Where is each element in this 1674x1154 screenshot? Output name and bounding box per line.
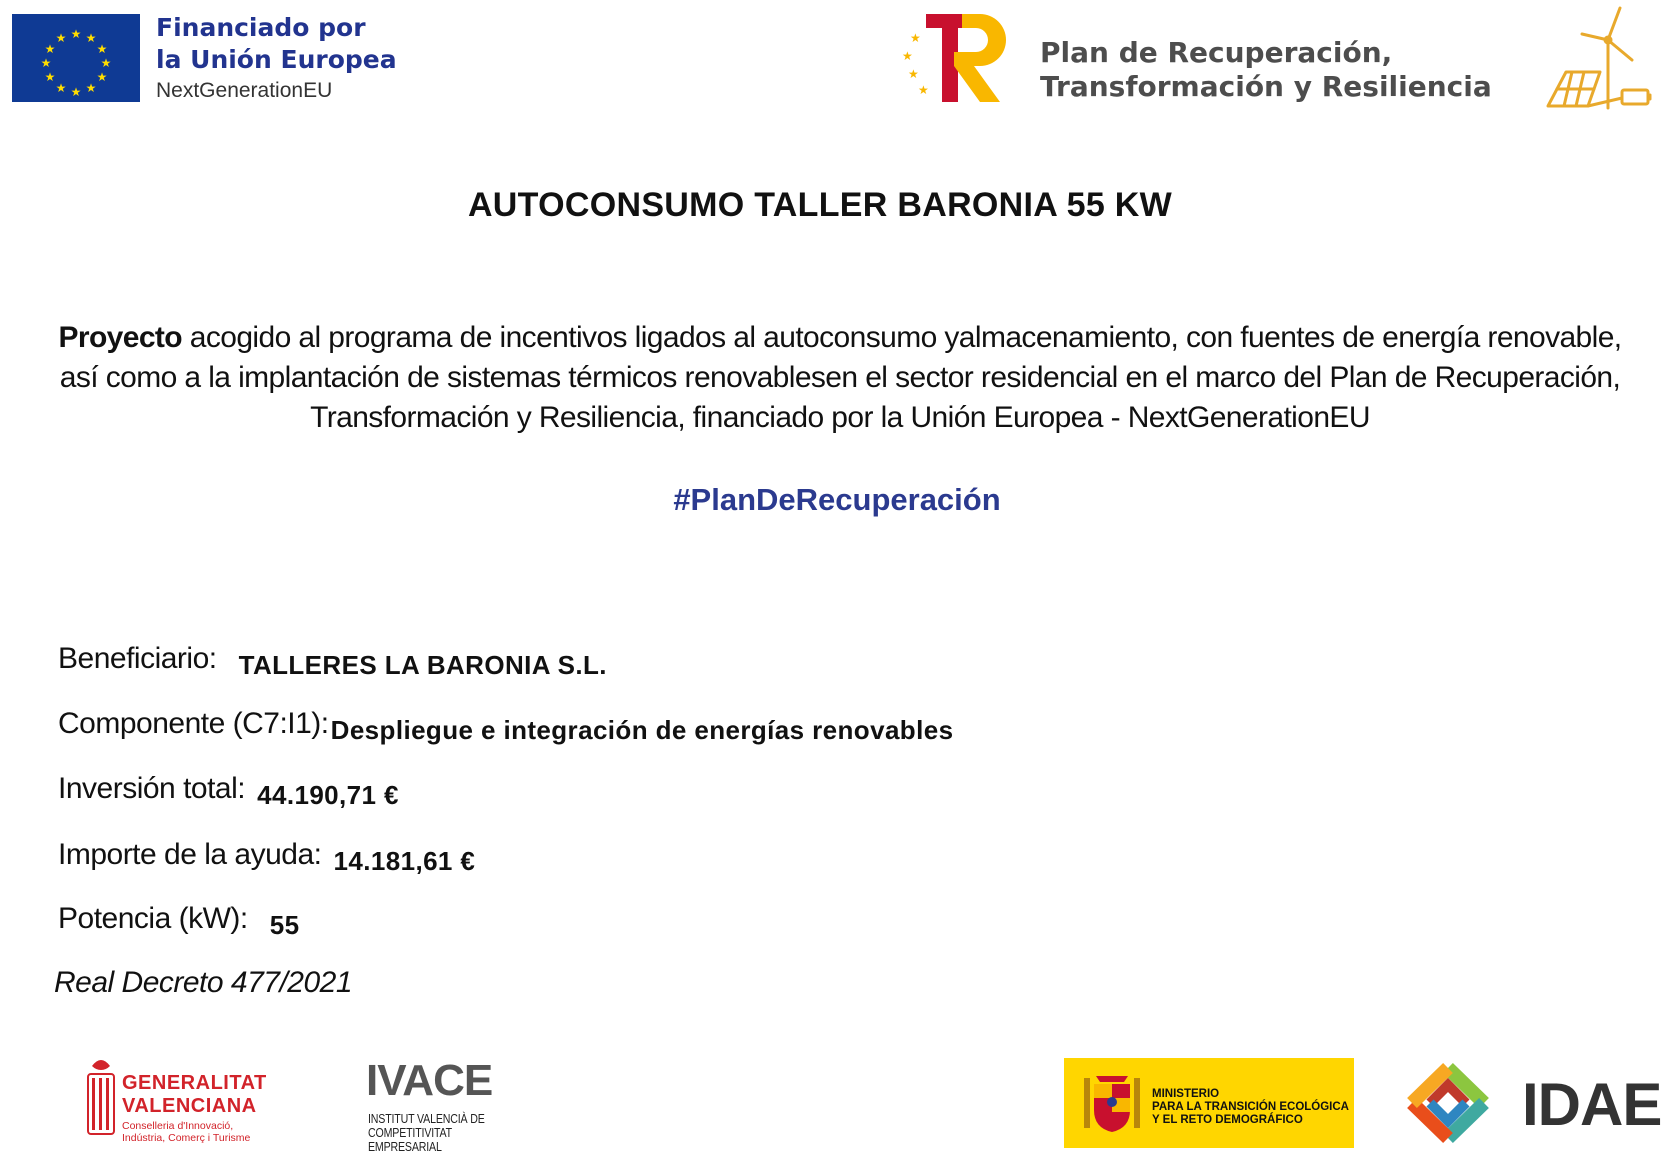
svg-text:★: ★ [44, 70, 56, 84]
svg-text:★: ★ [55, 81, 67, 95]
ivace-subtitle [368, 1112, 502, 1154]
gv-sub1: Conselleria d'Innovació, [122, 1120, 234, 1132]
description-lead: Proyecto [58, 321, 183, 354]
svg-text:★: ★ [100, 56, 112, 70]
potencia-value: 55 [269, 910, 300, 940]
svg-text:★: ★ [85, 81, 97, 95]
eu-logo-line2: la Unión Europea [156, 45, 397, 74]
svg-text:★: ★ [70, 27, 82, 41]
idae-logo [1380, 1060, 1670, 1146]
ministry-logo [1064, 1058, 1354, 1148]
ministry-text [1152, 1088, 1349, 1127]
generalitat-valenciana-logo [84, 1056, 274, 1144]
svg-text:★: ★ [85, 31, 97, 45]
prtr-logo-text [1040, 36, 1510, 104]
page-title: AUTOCONSUMO TALLER BARONIA 55 KW [467, 186, 1173, 224]
ministry-line2: PARA LA TRANSICIÓN ECOLÓGICA [1152, 1101, 1349, 1113]
svg-text:★: ★ [910, 31, 921, 45]
idae-word: IDAE [1522, 1071, 1662, 1138]
svg-text:★: ★ [40, 56, 52, 70]
eu-logo-line3: NextGenerationEU [156, 79, 333, 102]
inversion-label: Inversión total: [58, 772, 246, 805]
svg-text:★: ★ [908, 67, 919, 81]
project-description [40, 318, 1640, 438]
renewable-energy-icon [1538, 4, 1658, 112]
componente-label: Componente (C7:I1): [58, 707, 329, 740]
eu-logo-text [156, 12, 416, 106]
ivace-logo [366, 1056, 526, 1154]
prtr-logo-icon [898, 8, 1018, 108]
eu-logo-line1: Financiado por [156, 13, 366, 42]
field-beneficiario [58, 642, 607, 681]
hashtag: #PlanDeRecuperación [673, 482, 1001, 517]
field-inversion [58, 772, 399, 811]
gv-subtitle [122, 1120, 250, 1144]
svg-text:★: ★ [918, 83, 929, 97]
inversion-value: 44.190,71 € [257, 780, 399, 810]
svg-text:★: ★ [70, 85, 82, 99]
svg-text:★: ★ [902, 49, 913, 63]
svg-text:★: ★ [55, 31, 67, 45]
gv-line2: VALENCIANA [122, 1095, 257, 1117]
gv-crest-icon [84, 1056, 118, 1138]
gv-name [122, 1072, 267, 1118]
prtr-logo-line2: Transformación y Resiliencia [1040, 70, 1492, 103]
idae-knot-icon [1380, 1060, 1516, 1146]
beneficiario-label: Beneficiario: [58, 642, 217, 675]
gv-line1: GENERALITAT [122, 1072, 267, 1094]
field-potencia [58, 902, 299, 941]
ivace-word: IVACE [366, 1056, 493, 1105]
ministry-line3: Y EL RETO DEMOGRÁFICO [1152, 1114, 1303, 1126]
decree-reference: Real Decreto 477/2021 [54, 966, 353, 999]
potencia-label: Potencia (kW): [58, 902, 248, 935]
ivace-sub2: COMPETITIVITAT EMPRESARIAL [368, 1126, 452, 1154]
beneficiario-value: TALLERES LA BARONIA S.L. [238, 650, 607, 680]
gv-sub2: Indústria, Comerç i Turisme [122, 1132, 251, 1144]
spain-shield-icon [1080, 1072, 1144, 1136]
field-componente [58, 707, 953, 746]
svg-text:★: ★ [44, 42, 56, 56]
prtr-logo-line1: Plan de Recuperación, [1040, 36, 1393, 69]
importe-label: Importe de la ayuda: [58, 838, 322, 871]
componente-value: Despliegue e integración de energías renovables [330, 715, 954, 745]
svg-text:★: ★ [96, 42, 108, 56]
eu-flag-icon [12, 14, 140, 102]
svg-text:★: ★ [96, 70, 108, 84]
ministry-line1: MINISTERIO [1152, 1088, 1220, 1100]
ivace-sub1: INSTITUT VALENCIÀ DE [368, 1112, 485, 1126]
description-body: acogido al programa de incentivos ligados al autoconsumo yalmacenamiento, con fuentes de energía renovable, así como a la implantación de sistemas térmicos renovablesen el sector residencial en el marco del Plan de Recuperación, Transformación y Resiliencia, financiado por la Unión Europea - NextGenerationEU [59, 321, 1622, 434]
importe-value: 14.181,61 € [333, 846, 476, 876]
field-importe [58, 838, 475, 877]
